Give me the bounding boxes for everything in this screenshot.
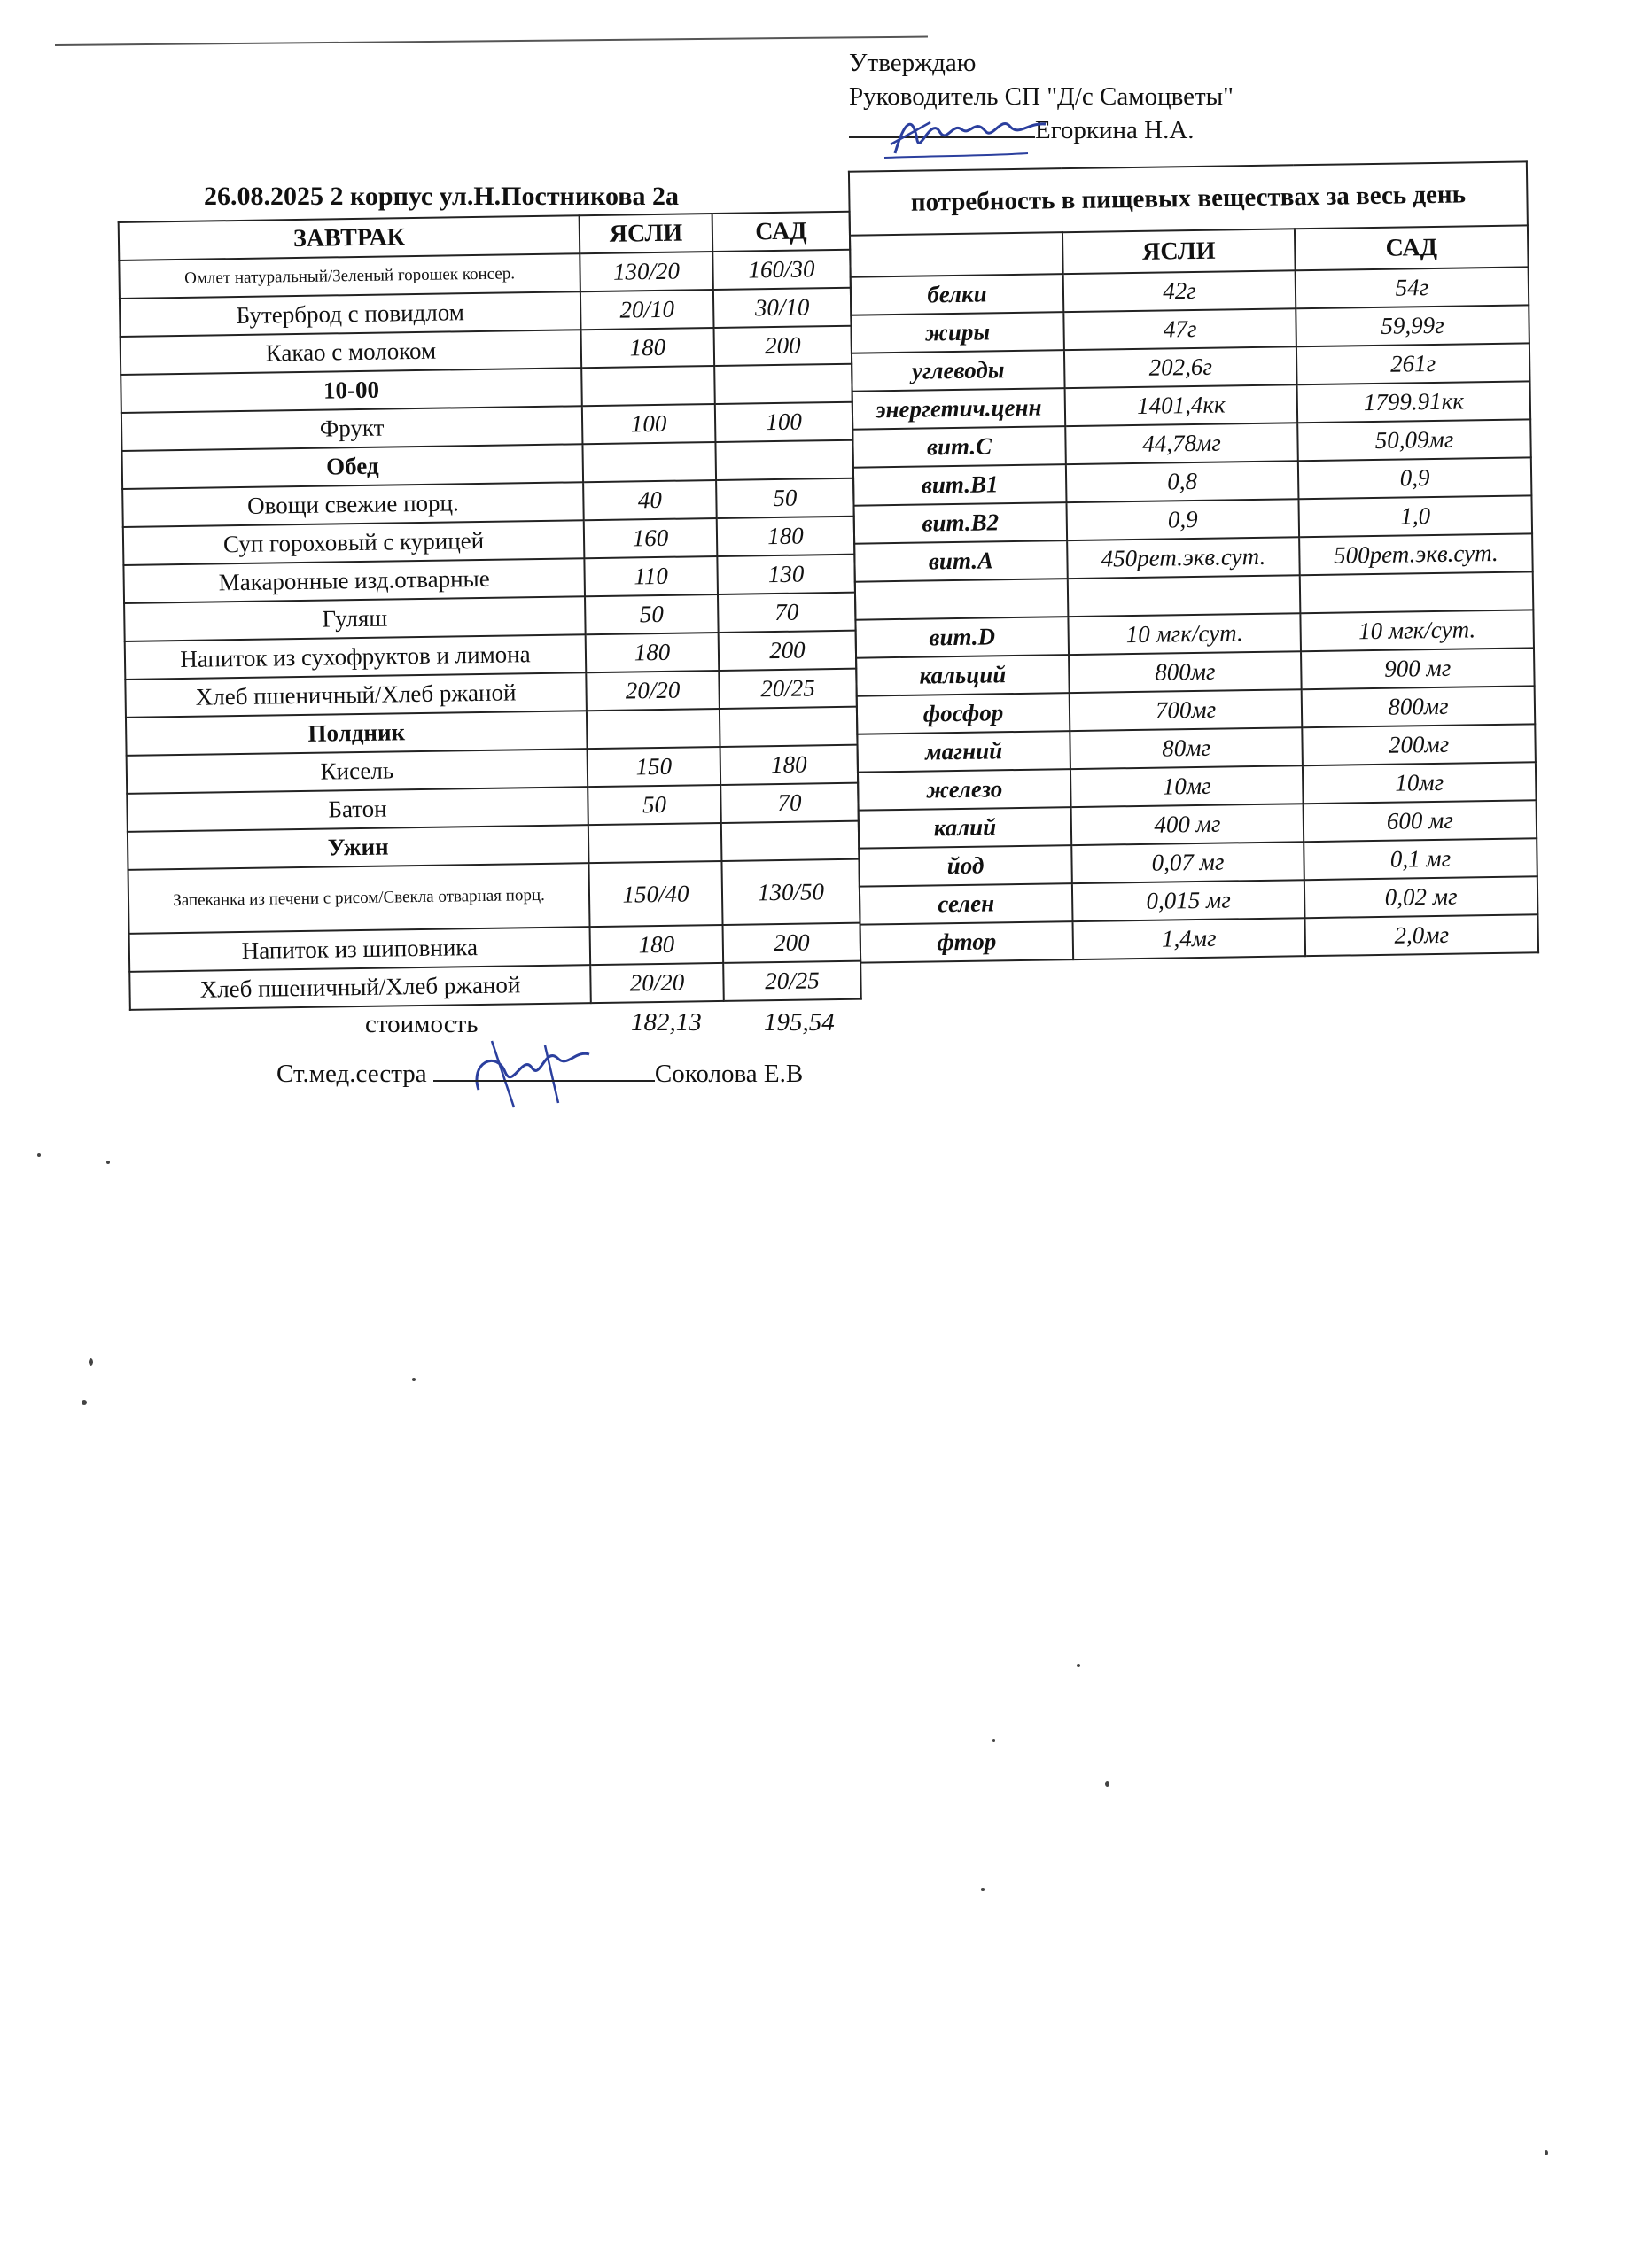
garden-portion: 30/10 [713, 288, 852, 328]
nursery-norm: 10мг [1070, 765, 1304, 807]
scan-speck [981, 1888, 985, 1891]
meal-section-label: Полдник [126, 711, 588, 756]
nurse-signature-blank [433, 1059, 655, 1082]
nursery-norm: 10 мгк/сут. [1068, 613, 1301, 655]
garden-norm: 50,09мг [1297, 419, 1531, 461]
garden-norm: 800мг [1302, 686, 1536, 727]
dish-name: Омлет натуральный/Зеленый горошек консер. [119, 253, 580, 299]
garden-portion: 180 [720, 745, 859, 785]
garden-portion [720, 707, 858, 747]
garden-norm: 59,99г [1296, 305, 1529, 346]
garden-portion: 20/25 [723, 961, 861, 1001]
nursery-norm: 1,4мг [1073, 918, 1306, 959]
garden-portion: 50 [716, 478, 854, 518]
nursery-portion: 160 [584, 518, 718, 558]
dish-name: Хлеб пшеничный/Хлеб ржаной [129, 965, 591, 1010]
dish-name: Напиток из шиповника [129, 927, 591, 972]
garden-norm: 0,02 мг [1304, 876, 1538, 918]
scan-speck [37, 1153, 41, 1157]
nursery-norm: 0,9 [1066, 499, 1299, 540]
menu-table [118, 211, 862, 1011]
nutrient-name: белки [851, 274, 1064, 315]
director-signature-icon [877, 105, 1055, 167]
nursery-norm: 0,07 мг [1071, 842, 1304, 883]
garden-portion: 70 [720, 783, 859, 823]
menu-header-nursery: ЯСЛИ [580, 214, 713, 253]
nursery-portion: 20/20 [586, 671, 720, 711]
nursery-portion [588, 823, 722, 863]
dish-name: Напиток из сухофруктов и лимона [125, 634, 587, 680]
garden-portion: 200 [719, 631, 857, 671]
nursery-portion: 180 [581, 328, 715, 368]
nutrient-name: фосфор [857, 693, 1070, 734]
nutrient-name: вит.С [852, 426, 1066, 468]
nursery-portion: 50 [585, 594, 719, 634]
dish-name: Кисель [127, 749, 588, 794]
menu-header-garden: САД [712, 212, 851, 252]
nutrient-name: кальций [856, 655, 1070, 696]
garden-portion: 70 [718, 593, 856, 633]
approval-position: Руководитель СП "Д/с Самоцветы" [849, 82, 1234, 111]
garden-norm: 500рет.экв.сут. [1299, 533, 1533, 575]
nutrient-name: калий [859, 807, 1072, 849]
nursery-norm: 202,6г [1064, 346, 1297, 388]
nutrient-name: энергетич.ценн [852, 388, 1066, 430]
nutrient-name: вит.D [855, 617, 1069, 658]
garden-norm: 900 мг [1301, 648, 1535, 689]
nursery-portion: 150/40 [588, 861, 722, 927]
garden-portion [715, 440, 853, 480]
garden-norm: 0,1 мг [1304, 838, 1537, 880]
nursery-portion: 20/20 [590, 963, 724, 1003]
scan-speck [412, 1378, 416, 1381]
nursery-portion: 20/10 [580, 290, 714, 330]
dish-name: Фрукт [121, 406, 583, 451]
nursery-portion: 50 [588, 785, 721, 825]
dish-name: Батон [127, 787, 588, 832]
menu-header-meal: ЗАВТРАК [119, 215, 580, 260]
garden-portion: 100 [715, 402, 853, 442]
nutrition-header-blank [850, 232, 1063, 277]
garden-portion: 160/30 [712, 250, 851, 290]
nursery-norm: 42г [1063, 270, 1296, 312]
garden-norm: 1,0 [1298, 495, 1532, 537]
menu-row [128, 859, 860, 934]
nursery-portion: 180 [590, 925, 724, 965]
dish-name: Бутерброд с повидлом [120, 291, 581, 337]
garden-norm: 0,9 [1298, 457, 1532, 499]
dish-name: Суп гороховый с курицей [123, 520, 585, 565]
cost-label: стоимость [365, 1010, 479, 1038]
garden-portion: 200 [723, 923, 861, 963]
garden-portion: 20/25 [719, 669, 857, 709]
garden-norm: 261г [1296, 343, 1530, 384]
top-rule [55, 36, 928, 46]
garden-norm: 600 мг [1304, 800, 1537, 842]
nursery-norm: 44,78мг [1065, 423, 1298, 464]
nutrient-name [855, 579, 1069, 620]
page-title: 26.08.2025 2 корпус ул.Н.Постникова 2а [204, 182, 679, 211]
scan-speck [1545, 2150, 1548, 2155]
scan-speck [992, 1739, 995, 1742]
nutrient-name: жиры [851, 312, 1064, 353]
approval-heading: Утверждаю [849, 49, 977, 77]
nutrient-name: магний [857, 731, 1070, 773]
nutrient-name: углеводы [852, 350, 1065, 392]
nurse-name: Соколова Е.В [654, 1060, 804, 1088]
nursery-norm: 80мг [1070, 727, 1303, 769]
dish-name: Гуляш [124, 596, 586, 641]
approver-name: Егоркина Н.А. [1035, 116, 1195, 144]
nursery-norm: 400 мг [1071, 804, 1304, 845]
dish-name: Запеканка из печени с рисом/Свекла отварная порц. [128, 863, 590, 934]
garden-portion [721, 821, 860, 861]
nutrition-header-garden: САД [1295, 225, 1529, 270]
garden-portion: 130 [717, 555, 855, 594]
garden-norm: 10 мгк/сут. [1300, 610, 1534, 651]
garden-norm: 200мг [1302, 724, 1536, 765]
nurse-label: Ст.мед.сестра [276, 1060, 427, 1088]
garden-norm: 54г [1296, 267, 1529, 308]
dish-name: Какао с молоком [121, 330, 582, 375]
nutrient-name: вит.А [854, 540, 1068, 582]
dish-name: Овощи свежие порц. [122, 482, 584, 527]
menu-sheet [117, 160, 1538, 1036]
nursery-portion: 180 [586, 633, 720, 672]
nursery-norm: 800мг [1069, 651, 1302, 693]
dish-name: Хлеб пшеничный/Хлеб ржаной [125, 672, 587, 718]
nursery-portion [587, 709, 720, 749]
garden-norm: 10мг [1303, 762, 1537, 804]
nutrition-title: потребность в пищевых веществах за весь день [849, 161, 1528, 235]
nursery-norm: 47г [1063, 308, 1296, 350]
nursery-norm: 1401,4кк [1065, 384, 1298, 426]
nursery-portion [582, 442, 716, 482]
scan-speck [89, 1358, 93, 1366]
meal-section-label: Ужин [128, 825, 589, 870]
garden-portion: 130/50 [721, 859, 860, 925]
nutrient-name: йод [859, 845, 1072, 887]
garden-norm: 2,0мг [1304, 914, 1538, 956]
nutrient-name: вит.В2 [854, 502, 1068, 544]
nursery-portion: 110 [584, 556, 718, 596]
dish-name: Макаронные изд.отварные [123, 558, 585, 603]
nursery-portion: 150 [588, 747, 721, 787]
nursery-portion: 100 [582, 404, 716, 444]
nutrient-name: железо [858, 769, 1071, 811]
cost-garden: 195,54 [764, 1008, 835, 1037]
nursery-norm: 0,8 [1066, 461, 1299, 502]
garden-portion [714, 364, 852, 404]
scan-speck [106, 1161, 110, 1164]
nurse-line [276, 1059, 803, 1089]
scan-speck [82, 1400, 87, 1405]
nutrition-table [848, 160, 1539, 963]
meal-section-label: Обед [122, 444, 584, 489]
garden-portion: 200 [714, 326, 852, 366]
scan-speck [1077, 1664, 1080, 1667]
nursery-portion: 40 [583, 480, 717, 520]
nutrient-name: селен [860, 883, 1073, 925]
nursery-portion: 130/20 [580, 252, 713, 291]
nursery-norm: 700мг [1070, 689, 1303, 731]
garden-norm: 1799.91кк [1297, 381, 1531, 423]
cost-nursery: 182,13 [631, 1008, 702, 1037]
nursery-norm: 0,015 мг [1072, 880, 1305, 921]
nutrition-header-nursery: ЯСЛИ [1062, 229, 1296, 274]
nutrition-title-row [849, 161, 1528, 235]
garden-norm [1300, 571, 1534, 613]
nutrient-name: фтор [860, 921, 1074, 963]
garden-portion: 180 [717, 517, 855, 556]
nutrient-name: вит.В1 [853, 464, 1067, 506]
nursery-norm [1068, 575, 1301, 617]
nursery-norm: 450рет.экв.сут. [1067, 537, 1300, 579]
nursery-portion [581, 366, 715, 406]
meal-section-label: 10-00 [121, 368, 582, 413]
scan-speck [1105, 1781, 1109, 1787]
